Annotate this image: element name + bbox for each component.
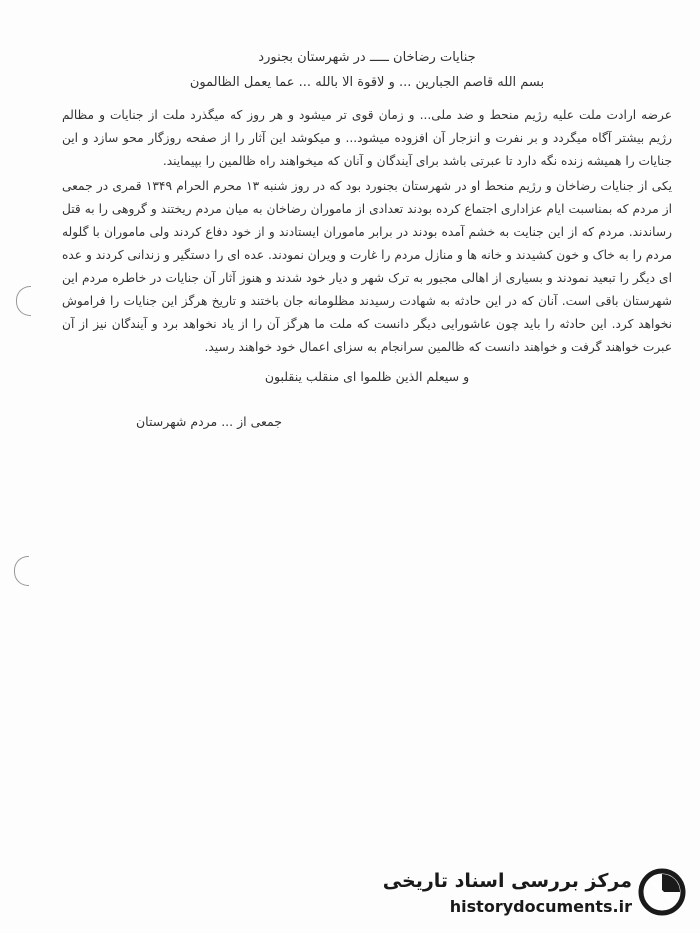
signature: جمعی از ... مردم شهرستان (136, 414, 282, 429)
paragraph-1: عرضه ارادت ملت علیه رژیم منحط و ضد ملی... و زمان قوی تر میشود و هر روز که میگذرد ملت از جنایات و مظالم رژیم بیشتر آگاه میگردد و بر نفرت و انزجار آن افزوده میشود... و میکوشد این آثار را از صفحه روزگار محو سازد و این جنایات را همیشه زنده نگه دارد تا عبرتی باشد برای آیندگان و آنان که میخواهند راه ظالمین را بپیمایند. (62, 108, 672, 168)
bismillah-line: بسم الله قاصم الجبارین ... و لاقوة الا بالله ... عما یعمل الظالمون (189, 75, 545, 90)
archive-logo-icon (638, 868, 686, 916)
document-title: جنایات رضاخان ـــــ در شهرستان بجنورد (258, 50, 476, 65)
archive-watermark (382, 864, 686, 924)
hole-punch-mark (14, 556, 29, 586)
hole-punch-mark (16, 286, 31, 316)
watermark-url: historydocuments.ir (449, 897, 632, 916)
paragraph-2: یکی از جنایات رضاخان و رژیم منحط او در شهرستان بجنورد بود که در روز شنبه ۱۳ محرم الحرام ۱۳۴۹ قمری در جمعی از مردم که بمناسبت ایام عزاداری اجتماع کرده بودند تعدادی از ماموران رضاخان به میان مردم ریختند و گروهی را به قتل رساندند. مردم که از این جنایت به خشم آمده بودند در برابر ماموران ایستادند و از خود دفاع کردند ولی ماموران با گلوله مردم را به خاک و خون کشیدند و خانه ها و منازل مردم را غارت و ویران نمودند. عده ای را دستگیر و زندانی کردند و عده ای دیگر را تبعید نمودند و بسیاری از اهالی مجبور به ترک شهر و دیار خود شدند و هنوز آثار آن جنایات در خاطره مردم این شهرستان باقی است. آنان که در این حادثه به شهادت رسیدند مظلومانه جان باختند و تاریخ هرگز این جنایات را فراموش نخواهد کرد. این حادثه را باید چون عاشورایی دیگر دانست که ملت ما هرگز آن را از یاد نخواهد برد و آیندگان نیز از آن عبرت خواهند گرفت و خواهند دانست که ظالمین سرانجام به سزای اعمال خود خواهند رسید. (62, 179, 672, 354)
letter-body (62, 50, 672, 429)
watermark-title: مرکز بررسی اسناد تاریخی (382, 870, 632, 892)
quran-verse: و سیعلم الذین ظلموا ای منقلب ینقلبون (264, 369, 470, 384)
